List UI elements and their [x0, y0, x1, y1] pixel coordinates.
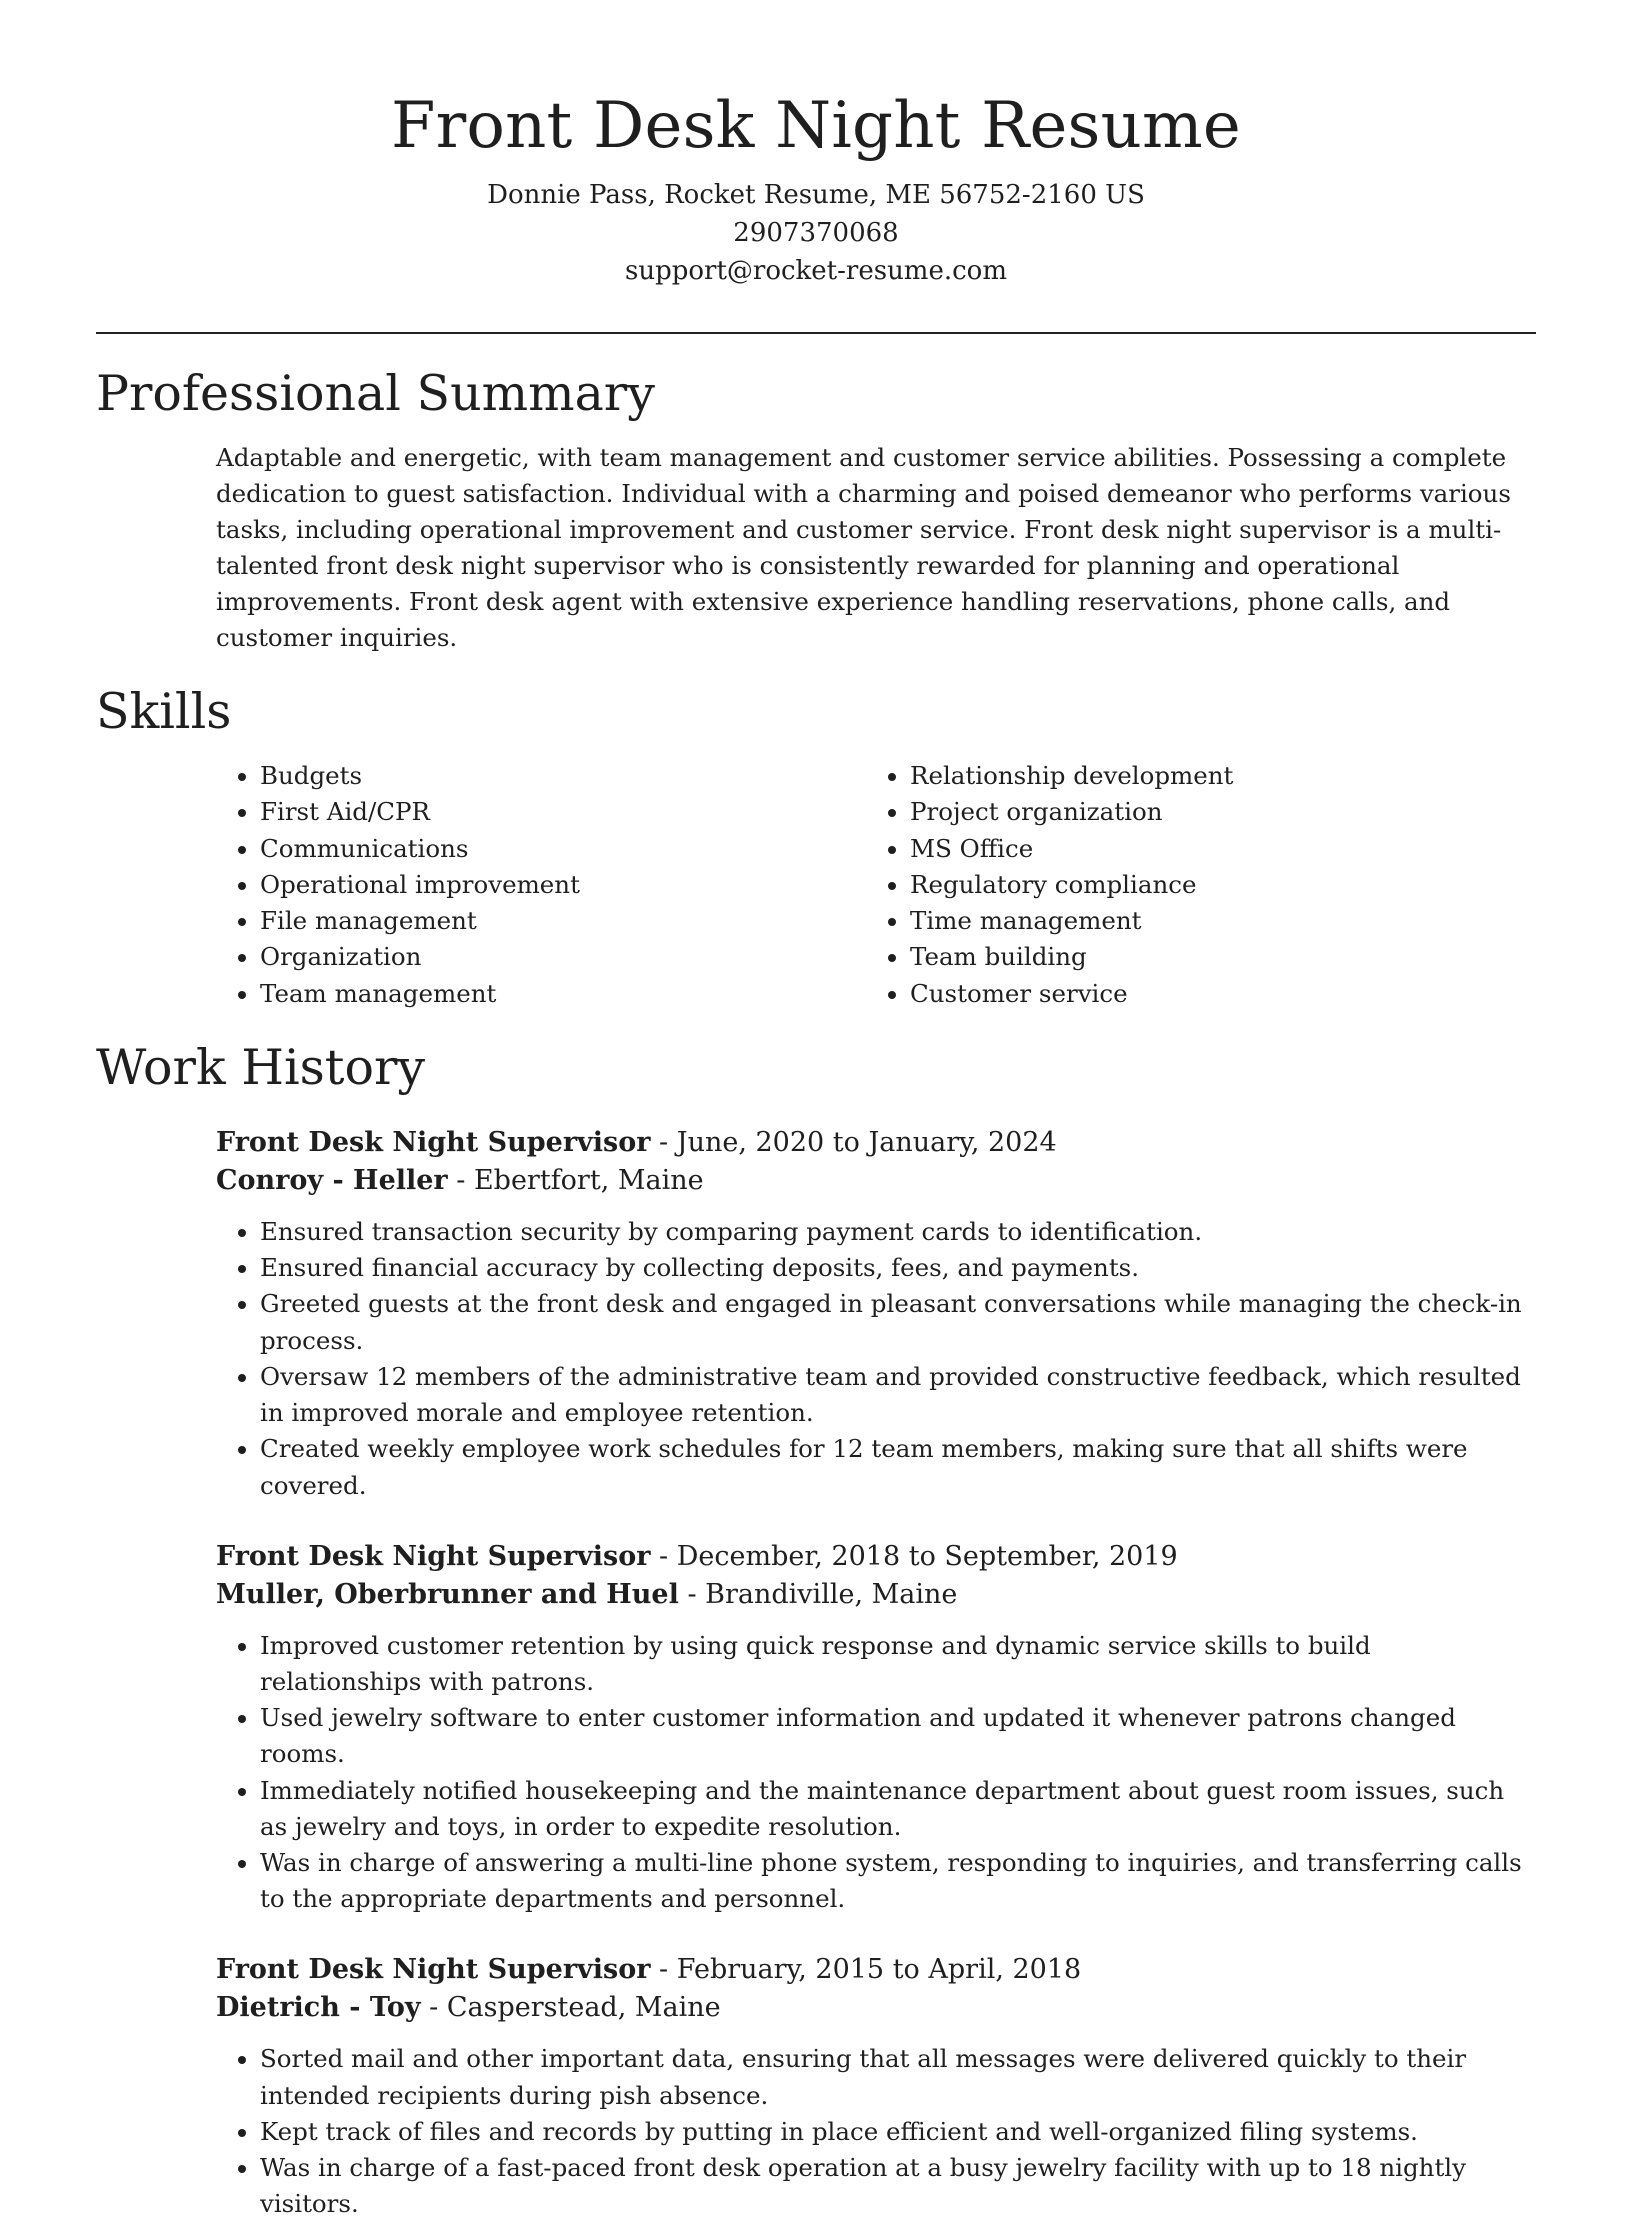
job-dates: - December, 2018 to September, 2019	[650, 1540, 1178, 1572]
work-history-heading: Work History	[96, 1039, 426, 1097]
job-dates: - June, 2020 to January, 2024	[650, 1127, 1057, 1159]
skill-item: • File management	[260, 903, 866, 939]
job-bullet: • Improved customer retention by using quick response and dynamic service skills to build relationships with patrons.	[260, 1628, 1536, 1700]
work-history-section	[96, 1036, 1536, 2222]
skill-item: • Regulatory compliance	[910, 867, 1516, 903]
resume-title: Front Desk Night Resume	[391, 89, 1241, 163]
job-company-line	[216, 1162, 1536, 1200]
skill-item: • Organization	[260, 939, 866, 975]
job-bullet: • Used jewelry software to enter customer information and updated it whenever patrons changed rooms.	[260, 1700, 1536, 1772]
job-bullet: • Oversaw 12 members of the administrative team and provided constructive feedback, which resulted in improved morale and employee retention.	[260, 1359, 1536, 1431]
header-divider	[96, 332, 1536, 334]
skill-item: • Budgets	[260, 758, 866, 794]
job-location: - Casperstead, Maine	[420, 1992, 721, 2024]
job-dates: - February, 2015 to April, 2018	[650, 1954, 1082, 1986]
job-role: Front Desk Night Supervisor	[216, 1540, 651, 1572]
skills-heading: Skills	[96, 683, 232, 740]
job-role: Front Desk Night Supervisor	[216, 1954, 651, 1986]
job-bullet: • Greeted guests at the front desk and engaged in pleasant conversations while managing the check-in process.	[260, 1286, 1536, 1358]
contact-info	[96, 176, 1536, 290]
job-location: - Ebertfort, Maine	[447, 1165, 704, 1197]
skill-item: • Time management	[910, 903, 1516, 939]
skill-item: • Team building	[910, 939, 1516, 975]
job-company-line	[216, 1989, 1536, 2027]
skill-item: • Operational improvement	[260, 867, 866, 903]
skill-item: • Communications	[260, 831, 866, 867]
job-entry	[216, 1124, 1536, 1504]
contact-address: Donnie Pass, Rocket Resume, ME 56752-2160 US	[487, 180, 1145, 210]
skill-item: • Relationship development	[910, 758, 1516, 794]
job-company: Dietrich - Toy	[216, 1992, 421, 2024]
job-bullet: • Was in charge of answering a multi-line phone system, responding to inquiries, and transferring calls to the appropriate departments and personnel.	[260, 1845, 1536, 1917]
job-bullets	[216, 1628, 1536, 1918]
job-company-line	[216, 1576, 1536, 1614]
skills-section	[96, 680, 1536, 1012]
job-bullets	[216, 1214, 1536, 1504]
job-title-line	[216, 1124, 1536, 1162]
skills-columns	[216, 758, 1536, 1012]
job-company: Conroy - Heller	[216, 1165, 448, 1197]
job-bullet: • Was in charge of a fast-paced front desk operation at a busy jewelry facility with up to 18 nightly visitors.	[260, 2150, 1536, 2222]
summary-text: Adaptable and energetic, with team management and customer service abilities. Possessing a complete dedication to guest satisfaction. Individual with a charming and poised demeanor who performs various tasks, including operational improvement and customer service. Front desk night supervisor is a multi-talented front desk night supervisor who is consistently rewarded for planning and operational improvements. Front desk agent with extensive experience handling reservations, phone calls, and customer inquiries.	[216, 443, 1511, 652]
job-bullet: • Ensured financial accuracy by collecting deposits, fees, and payments.	[260, 1250, 1536, 1286]
skills-list-left	[216, 758, 866, 1012]
job-bullet: • Created weekly employee work schedules for 12 team members, making sure that all shifts were covered.	[260, 1431, 1536, 1503]
job-title-line	[216, 1951, 1536, 1989]
job-bullet: • Sorted mail and other important data, ensuring that all messages were delivered quickly to their intended recipients during pish absence.	[260, 2041, 1536, 2113]
summary-heading: Professional Summary	[96, 365, 655, 422]
job-title-line	[216, 1538, 1536, 1576]
skill-item: • First Aid/CPR	[260, 794, 866, 830]
job-entry	[216, 1538, 1536, 1918]
summary-section	[96, 362, 1536, 656]
job-entry	[216, 1951, 1536, 2222]
skills-list-right	[866, 758, 1516, 1012]
resume-header	[96, 0, 1536, 290]
skill-item: • MS Office	[910, 831, 1516, 867]
job-bullet: • Ensured transaction security by comparing payment cards to identification.	[260, 1214, 1536, 1250]
job-bullets	[216, 2041, 1536, 2222]
contact-email: support@rocket-resume.com	[624, 256, 1007, 286]
job-bullet: • Immediately notified housekeeping and the maintenance department about guest room issues, such as jewelry and toys, in order to expedite resolution.	[260, 1773, 1536, 1845]
skill-item: • Team management	[260, 976, 866, 1012]
contact-phone: 2907370068	[733, 218, 899, 248]
job-company: Muller, Oberbrunner and Huel	[216, 1578, 679, 1610]
skill-item: • Customer service	[910, 976, 1516, 1012]
job-location: - Brandiville, Maine	[678, 1578, 958, 1610]
job-role: Front Desk Night Supervisor	[216, 1127, 651, 1159]
skill-item: • Project organization	[910, 794, 1516, 830]
job-bullet: • Kept track of files and records by putting in place efficient and well-organized filing systems.	[260, 2114, 1536, 2150]
